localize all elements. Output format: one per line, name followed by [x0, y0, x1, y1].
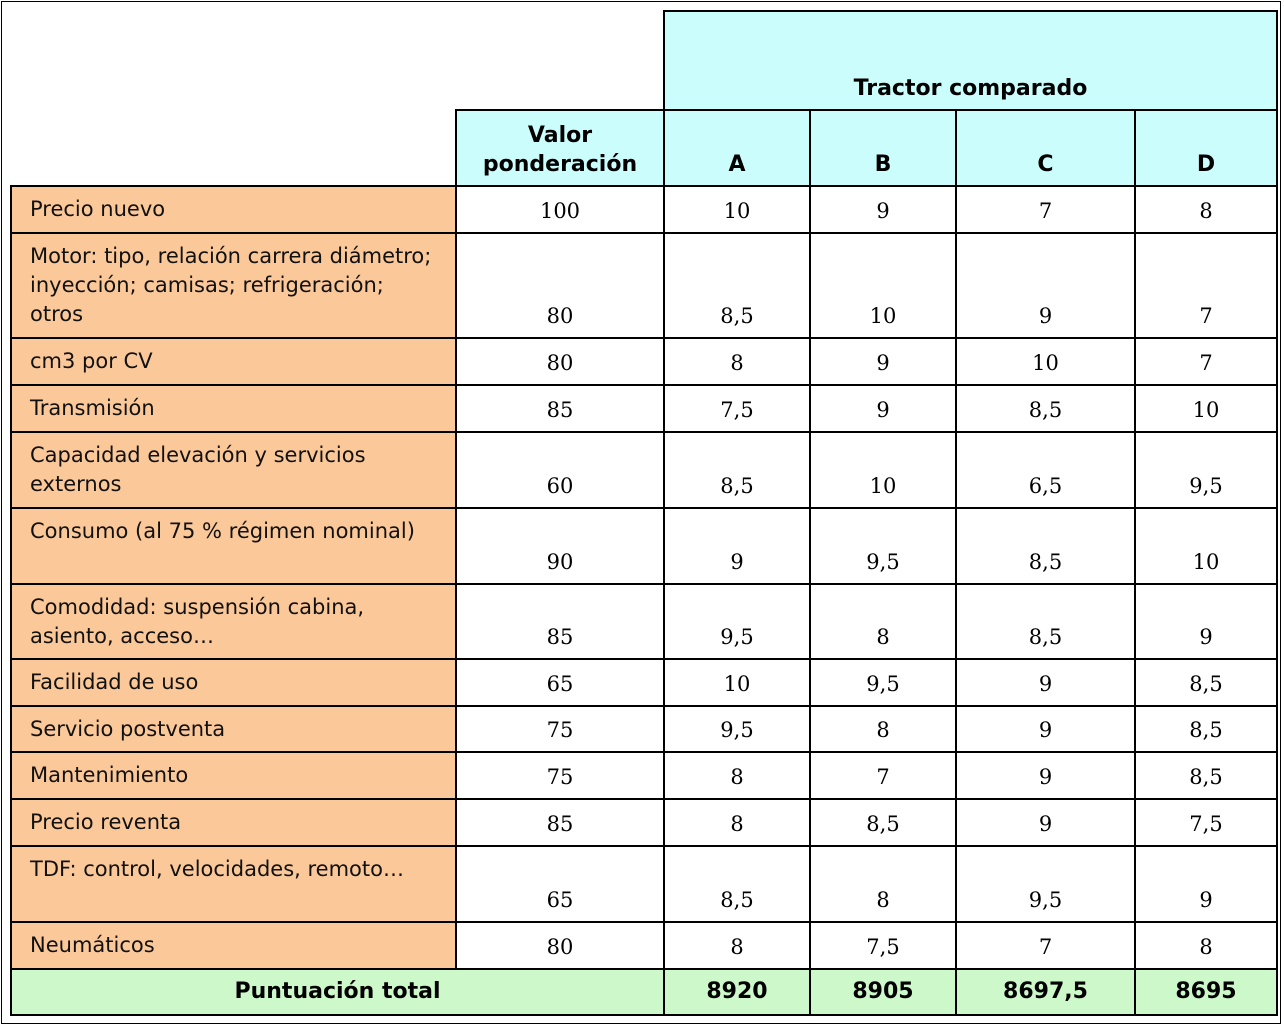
row-score-a-text: 7,5 — [720, 397, 754, 422]
row-score-a — [663, 798, 811, 847]
header-tractor-comparado — [663, 10, 1278, 111]
row-score-d-text: 7 — [1199, 303, 1213, 328]
row-weight-text: 85 — [546, 624, 574, 649]
row-score-b — [809, 845, 957, 923]
row-score-d-text: 7 — [1199, 350, 1213, 375]
row-score-a — [663, 384, 811, 433]
row-score-b-text: 8 — [876, 887, 890, 912]
row-score-c — [955, 337, 1136, 386]
row-score-b — [809, 705, 957, 753]
row-label-text: TDF: control, velocidades, remoto… — [30, 857, 404, 881]
row-score-b-text: 9 — [876, 350, 890, 375]
row-score-d — [1134, 705, 1278, 753]
total-score-b-text: 8905 — [852, 979, 914, 1005]
row-score-c-text: 9 — [1038, 671, 1053, 696]
row-score-b-text: 9,5 — [866, 671, 900, 696]
total-score-d-text: 8695 — [1175, 979, 1237, 1005]
row-score-c — [955, 185, 1136, 234]
row-label — [10, 232, 457, 339]
row-score-a — [663, 232, 811, 339]
row-score-b-text: 10 — [869, 473, 897, 498]
row-score-c-text: 8,5 — [1028, 397, 1063, 422]
row-weight-text: 100 — [539, 198, 581, 223]
row-score-a-text: 8 — [730, 934, 744, 959]
row-label-text: Mantenimiento — [30, 763, 189, 787]
row-weight-text: 85 — [546, 397, 574, 422]
row-label — [10, 583, 457, 660]
row-label — [10, 798, 457, 847]
row-score-a-text: 9,5 — [720, 717, 754, 742]
row-score-a — [663, 507, 811, 585]
row-score-d-text: 9 — [1199, 624, 1213, 649]
row-score-b — [809, 431, 957, 509]
row-score-d-text: 8 — [1199, 934, 1213, 959]
header-tractor-b — [809, 109, 957, 187]
row-label-text: Servicio postventa — [30, 717, 226, 741]
row-weight — [455, 232, 665, 339]
row-label — [10, 658, 457, 707]
row-label-text: Capacidad elevación y servicios externos — [30, 443, 366, 496]
row-score-a — [663, 658, 811, 707]
row-weight — [455, 337, 665, 386]
row-score-a — [663, 705, 811, 753]
row-weight-text: 90 — [546, 549, 574, 574]
row-score-a — [663, 583, 811, 660]
header-tractor-b-text: B — [874, 152, 892, 177]
row-weight-text: 80 — [546, 350, 574, 375]
row-weight — [455, 658, 665, 707]
row-score-c-text: 9 — [1038, 811, 1053, 836]
header-tractor-a-text: A — [728, 152, 746, 177]
row-weight — [455, 751, 665, 800]
row-label — [10, 921, 457, 970]
row-weight-text: 80 — [546, 303, 574, 328]
row-score-b-text: 7 — [876, 764, 890, 789]
row-label-text: Precio nuevo — [30, 197, 166, 221]
row-score-c — [955, 845, 1136, 923]
row-score-b — [809, 658, 957, 707]
row-score-a-text: 9,5 — [720, 624, 754, 649]
row-score-a-text: 8,5 — [720, 887, 754, 912]
row-score-a — [663, 337, 811, 386]
row-label — [10, 185, 457, 234]
row-label — [10, 751, 457, 800]
row-weight-text: 65 — [546, 671, 574, 696]
row-score-b — [809, 921, 957, 970]
header-tractor-a — [663, 109, 811, 187]
row-weight-text: 75 — [546, 764, 574, 789]
row-score-d-text: 8,5 — [1189, 717, 1223, 742]
row-score-d-text: 8 — [1199, 198, 1213, 223]
row-score-b-text: 8 — [876, 717, 890, 742]
row-score-a-text: 8,5 — [720, 303, 754, 328]
row-score-c-text: 9 — [1038, 717, 1053, 742]
row-score-b-text: 9 — [876, 397, 890, 422]
header-valor-ponderacion — [455, 109, 665, 187]
row-score-b-text: 10 — [869, 303, 897, 328]
row-score-a — [663, 751, 811, 800]
row-label — [10, 384, 457, 433]
header-tractor-d — [1134, 109, 1278, 187]
row-score-b — [809, 185, 957, 234]
total-score-c — [955, 968, 1136, 1016]
row-score-c-text: 7 — [1038, 198, 1053, 223]
row-score-d-text: 7,5 — [1189, 811, 1223, 836]
row-score-c-text: 8,5 — [1028, 624, 1063, 649]
row-score-a — [663, 185, 811, 234]
row-weight — [455, 845, 665, 923]
row-label — [10, 337, 457, 386]
row-score-c — [955, 921, 1136, 970]
row-score-d — [1134, 658, 1278, 707]
row-score-a-text: 8 — [730, 811, 744, 836]
row-score-a-text: 10 — [723, 671, 751, 696]
header-tractor-comparado-text: Tractor comparado — [853, 76, 1088, 101]
row-score-a-text: 8 — [730, 764, 744, 789]
row-label-text: Precio reventa — [30, 810, 182, 834]
row-weight — [455, 507, 665, 585]
total-score-c-text: 8697,5 — [1003, 979, 1088, 1005]
row-score-d-text: 9 — [1199, 887, 1213, 912]
row-score-d — [1134, 185, 1278, 234]
total-score-b — [809, 968, 957, 1016]
header-tractor-c-text: C — [1037, 152, 1054, 177]
row-weight — [455, 798, 665, 847]
row-score-d — [1134, 384, 1278, 433]
row-score-c-text: 9,5 — [1028, 887, 1063, 912]
row-score-d — [1134, 583, 1278, 660]
row-score-d-text: 10 — [1192, 549, 1220, 574]
row-score-c-text: 8,5 — [1028, 549, 1063, 574]
row-score-c — [955, 798, 1136, 847]
header-tractor-c — [955, 109, 1136, 187]
total-label — [10, 968, 665, 1016]
row-score-a-text: 9 — [730, 549, 744, 574]
row-score-d — [1134, 232, 1278, 339]
row-score-b — [809, 507, 957, 585]
row-score-a — [663, 845, 811, 923]
row-score-d — [1134, 507, 1278, 585]
row-score-d-text: 10 — [1192, 397, 1220, 422]
row-score-b-text: 9 — [876, 198, 890, 223]
row-score-c-text: 7 — [1038, 934, 1053, 959]
row-score-b-text: 7,5 — [866, 934, 900, 959]
total-score-d — [1134, 968, 1278, 1016]
row-weight — [455, 921, 665, 970]
row-label — [10, 705, 457, 753]
row-score-a-text: 8 — [730, 350, 744, 375]
row-score-d-text: 8,5 — [1189, 671, 1223, 696]
row-weight — [455, 705, 665, 753]
total-score-a — [663, 968, 811, 1016]
row-score-d — [1134, 921, 1278, 970]
row-score-c — [955, 751, 1136, 800]
row-score-b — [809, 337, 957, 386]
row-score-b — [809, 384, 957, 433]
row-weight-text: 60 — [546, 473, 574, 498]
row-weight — [455, 431, 665, 509]
row-score-c — [955, 583, 1136, 660]
row-score-c — [955, 658, 1136, 707]
row-label-text: Facilidad de uso — [30, 670, 199, 694]
row-score-b — [809, 583, 957, 660]
row-score-c — [955, 232, 1136, 339]
row-score-c — [955, 705, 1136, 753]
row-weight — [455, 583, 665, 660]
row-score-d — [1134, 431, 1278, 509]
row-weight-text: 80 — [546, 934, 574, 959]
total-score-a-text: 8920 — [706, 979, 768, 1005]
row-score-b-text: 9,5 — [866, 549, 900, 574]
row-score-c — [955, 431, 1136, 509]
row-weight-text: 75 — [546, 717, 574, 742]
row-score-d — [1134, 845, 1278, 923]
header-tractor-d-text: D — [1196, 152, 1216, 177]
row-weight-text: 85 — [546, 811, 574, 836]
row-score-c-text: 9 — [1038, 764, 1053, 789]
row-label-text: Motor: tipo, relación carrera diámetro; inyección; camisas; refrigeración; otros — [30, 244, 432, 326]
row-weight — [455, 384, 665, 433]
row-score-c — [955, 384, 1136, 433]
row-score-b — [809, 232, 957, 339]
row-score-b — [809, 751, 957, 800]
row-label — [10, 845, 457, 923]
row-score-b-text: 8 — [876, 624, 890, 649]
header-valor-ponderacion-text: Valor ponderación — [482, 123, 638, 177]
row-weight — [455, 185, 665, 234]
row-score-d — [1134, 337, 1278, 386]
row-weight-text: 65 — [546, 887, 574, 912]
row-score-d-text: 9,5 — [1189, 473, 1223, 498]
row-label-text: Comodidad: suspensión cabina, asiento, acceso… — [30, 595, 365, 648]
row-score-d — [1134, 798, 1278, 847]
row-score-c-text: 10 — [1032, 350, 1059, 375]
row-score-b-text: 8,5 — [866, 811, 900, 836]
row-score-b — [809, 798, 957, 847]
row-score-d — [1134, 751, 1278, 800]
row-label-text: Transmisión — [30, 396, 155, 420]
row-score-a-text: 10 — [723, 198, 751, 223]
row-label-text: Consumo (al 75 % régimen nominal) — [30, 519, 415, 543]
row-score-c-text: 9 — [1038, 303, 1053, 328]
comparison-table-frame — [1, 1, 1281, 1024]
row-label-text: cm3 por CV — [30, 349, 153, 373]
row-score-a — [663, 921, 811, 970]
total-label-text: Puntuación total — [234, 979, 441, 1005]
row-score-c — [955, 507, 1136, 585]
row-score-d-text: 8,5 — [1189, 764, 1223, 789]
row-label-text: Neumáticos — [30, 933, 155, 957]
row-score-a-text: 8,5 — [720, 473, 754, 498]
row-label — [10, 431, 457, 509]
row-score-a — [663, 431, 811, 509]
row-label — [10, 507, 457, 585]
row-score-c-text: 6,5 — [1028, 473, 1063, 498]
